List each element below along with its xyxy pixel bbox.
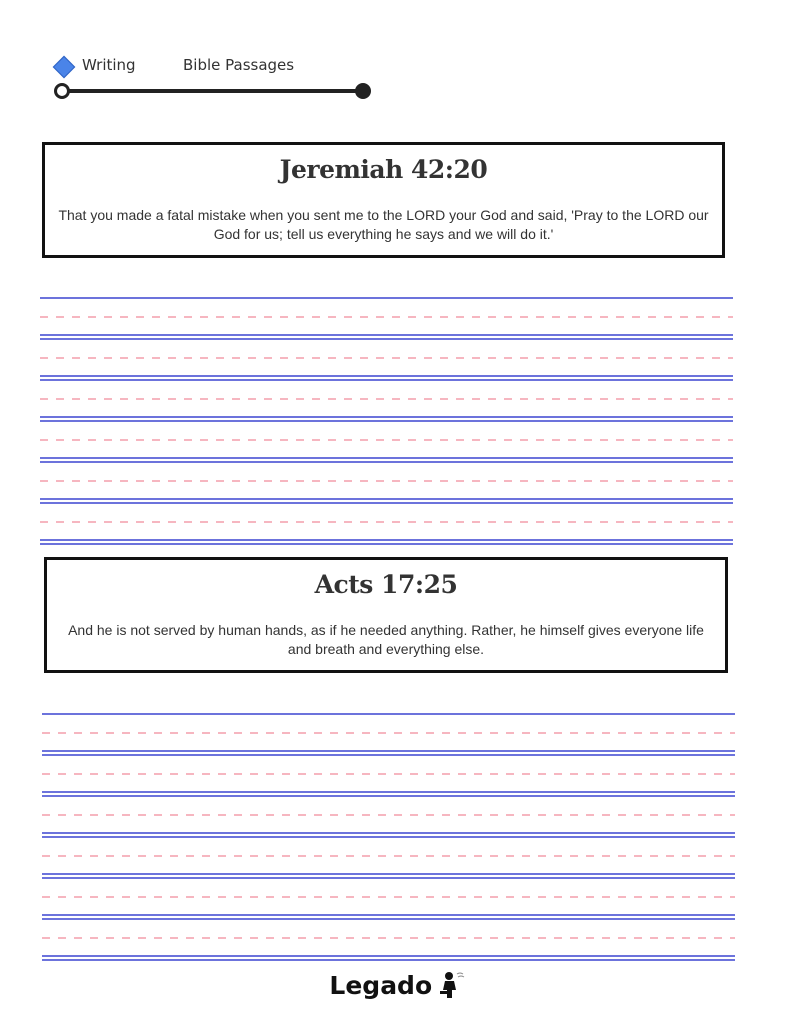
brand-name: Legado xyxy=(329,970,433,1000)
reader-figure-icon xyxy=(439,970,465,1000)
handwriting-lines[interactable] xyxy=(40,712,737,964)
progress-breadcrumb xyxy=(52,55,392,105)
step-writing[interactable]: Writing xyxy=(82,56,136,74)
progress-track xyxy=(62,89,362,93)
passage-title: Acts 17:25 xyxy=(314,570,458,599)
passage-title: Jeremiah 42:20 xyxy=(279,155,488,184)
progress-end-dot xyxy=(355,83,371,99)
step-bible-passages[interactable]: Bible Passages xyxy=(183,56,295,74)
passage-text: And he is not served by human hands, as if he needed anything. Rather, he himself gives everyone life and breath and everything else. xyxy=(68,622,704,657)
handwriting-lines[interactable] xyxy=(38,296,735,548)
footer-logo xyxy=(0,970,794,1010)
diamond-icon xyxy=(53,56,76,79)
passage-card xyxy=(42,142,725,258)
passage-text: That you made a fatal mistake when you sent me to the LORD your God and said, 'Pray to the LORD our God for us; tell us everything he says and we will do it.' xyxy=(58,207,709,242)
passage-card xyxy=(44,557,728,673)
progress-start-dot xyxy=(54,83,70,99)
